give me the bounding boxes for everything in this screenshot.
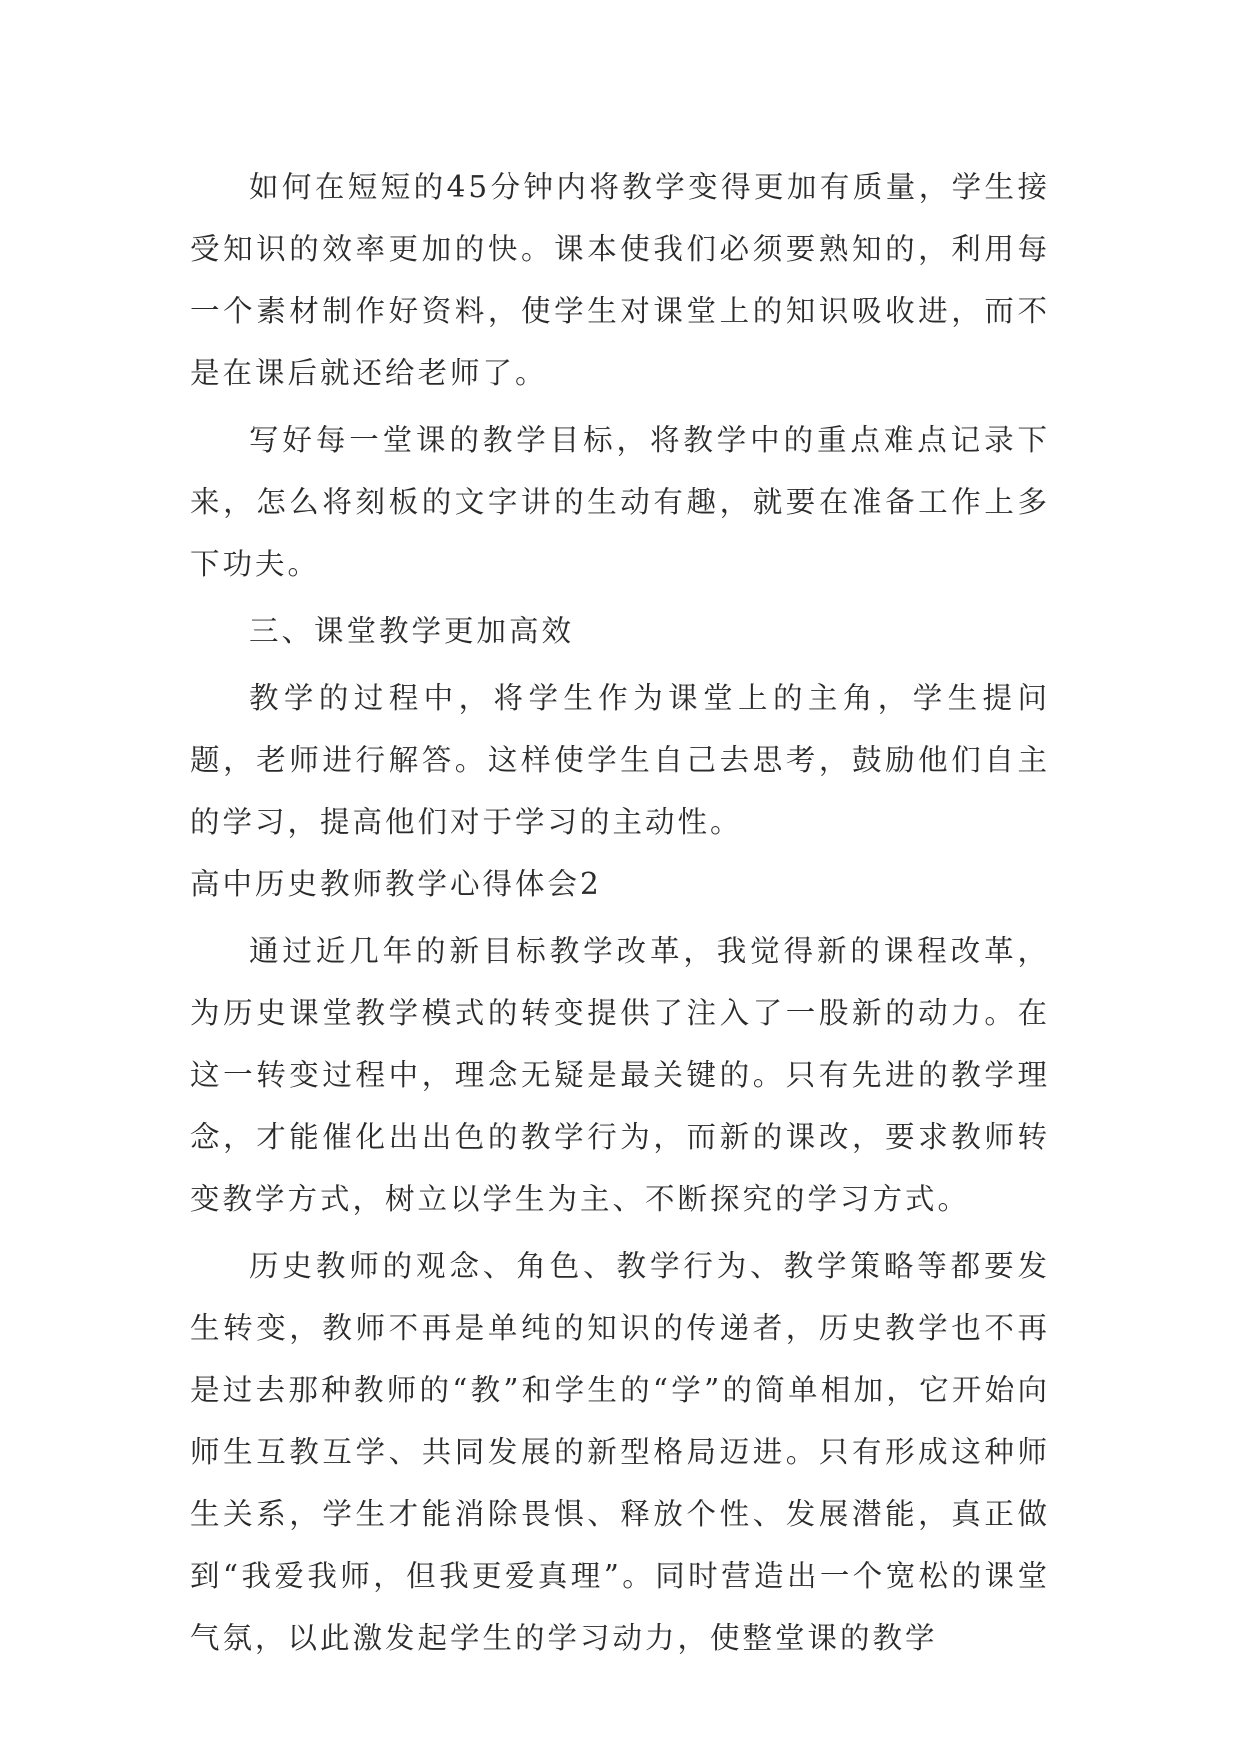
paragraph: 通过近几年的新目标教学改革，我觉得新的课程改革，为历史课堂教学模式的转变提供了注入了一股新的动力。在这一转变过程中，理念无疑是最关键的。只有先进的教学理念，才能催化出出色的教学行为，而新的课改，要求教师转变教学方式，树立以学生为主、不断探究的学习方式。	[190, 934, 1050, 1216]
paragraph: 历史教师的观念、角色、教学行为、教学策略等都要发生转变，教师不再是单纯的知识的传递者，历史教学也不再是过去那种教师的“教”和学生的“学”的简单相加，它开始向师生互教互学、共同发展的新型格局迈进。只有形成这种师生关系，学生才能消除畏惧、释放个性、发展潜能，真正做到“我爱我师，但我更爱真理”。同时营造出一个宽松的课堂气氛，以此激发起学生的学习动力，使整堂课的教学	[190, 1249, 1050, 1655]
paragraph: 如何在短短的45分钟内将教学变得更加有质量，学生接受知识的效率更加的快。课本使我们必须要熟知的，利用每一个素材制作好资料，使学生对课堂上的知识吸收进，而不是在课后就还给老师了。	[190, 170, 1050, 390]
subheading: 三、课堂教学更加高效	[249, 614, 575, 648]
paragraph: 写好每一堂课的教学目标，将教学中的重点难点记录下来，怎么将刻板的文字讲的生动有趣，就要在准备工作上多下功夫。	[190, 423, 1050, 581]
paragraph: 教学的过程中，将学生作为课堂上的主角，学生提问题，老师进行解答。这样使学生自己去思考，鼓励他们自主的学习，提高他们对于学习的主动性。	[190, 681, 1050, 839]
section-title: 高中历史教师教学心得体会2	[190, 867, 602, 901]
document-body	[190, 156, 1050, 1669]
